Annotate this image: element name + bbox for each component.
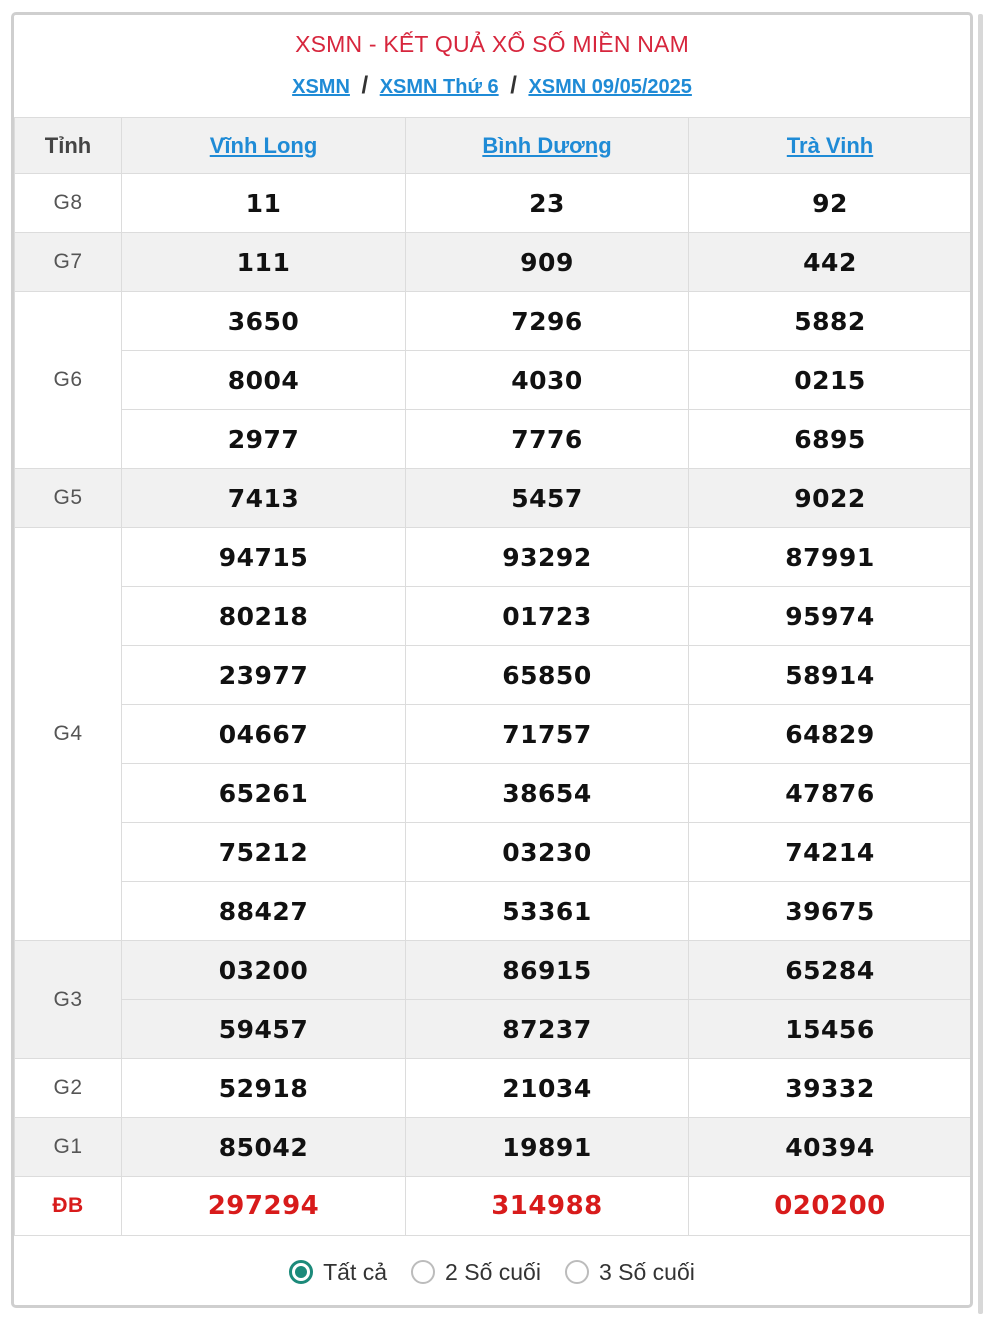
prize-number: 03230 (406, 823, 689, 882)
prize-number: 19891 (406, 1118, 689, 1177)
digit-filter (14, 1236, 970, 1308)
results-body (15, 174, 972, 1236)
results-card (11, 12, 973, 1308)
prize-number: 40394 (689, 1118, 972, 1177)
prize-label: G8 (15, 174, 122, 233)
prize-number: 7296 (406, 292, 689, 351)
prize-number: 5882 (689, 292, 972, 351)
table-header-row (15, 118, 972, 174)
prize-number: 88427 (122, 882, 406, 941)
prize-label: G5 (15, 469, 122, 528)
prize-number: 23977 (122, 646, 406, 705)
prize-row (15, 469, 972, 528)
prize-row (15, 823, 972, 882)
special-prize-number: 297294 (122, 1177, 406, 1236)
prize-row (15, 1000, 972, 1059)
prize-label: G3 (15, 941, 122, 1059)
prize-number: 47876 (689, 764, 972, 823)
prize-number: 111 (122, 233, 406, 292)
scrollbar[interactable] (978, 14, 983, 1314)
province-link-tra-vinh[interactable]: Trà Vinh (786, 132, 874, 158)
breadcrumb-separator: / (510, 72, 517, 99)
prize-number: 65850 (406, 646, 689, 705)
prize-row (15, 410, 972, 469)
radio-icon[interactable] (411, 1260, 435, 1284)
prize-number: 11 (122, 174, 406, 233)
filter-label: Tất cả (323, 1258, 388, 1285)
prize-number: 65261 (122, 764, 406, 823)
prize-number: 15456 (689, 1000, 972, 1059)
prize-row (15, 941, 972, 1000)
prize-number: 39675 (689, 882, 972, 941)
prize-number: 53361 (406, 882, 689, 941)
prize-number: 909 (406, 233, 689, 292)
prize-label: G7 (15, 233, 122, 292)
prize-number: 64829 (689, 705, 972, 764)
prize-number: 21034 (406, 1059, 689, 1118)
prize-number: 2977 (122, 410, 406, 469)
prize-number: 87237 (406, 1000, 689, 1059)
prize-number: 0215 (689, 351, 972, 410)
prize-number: 58914 (689, 646, 972, 705)
prize-label: G6 (15, 292, 122, 469)
breadcrumb-separator: / (361, 72, 369, 99)
results-header (14, 15, 970, 117)
province-header (406, 118, 689, 174)
prize-label: G1 (15, 1118, 122, 1177)
province-link-vinh-long[interactable]: Vĩnh Long (209, 132, 318, 158)
prize-row (15, 1177, 972, 1236)
prize-label: ĐB (15, 1177, 122, 1236)
prize-number: 71757 (406, 705, 689, 764)
prize-number: 03200 (122, 941, 406, 1000)
prize-row (15, 705, 972, 764)
prize-label: G4 (15, 528, 122, 941)
results-table (14, 117, 972, 1236)
prize-number: 39332 (689, 1059, 972, 1118)
breadcrumb (14, 72, 970, 100)
prize-number: 6895 (689, 410, 972, 469)
filter-all[interactable] (289, 1259, 387, 1286)
prize-number: 65284 (689, 941, 972, 1000)
prize-number: 01723 (406, 587, 689, 646)
prize-row (15, 1059, 972, 1118)
prize-number: 87991 (689, 528, 972, 587)
filter-label: 3 Số cuối (598, 1258, 695, 1285)
prize-number: 74214 (689, 823, 972, 882)
prize-number: 3650 (122, 292, 406, 351)
prize-row (15, 882, 972, 941)
prize-row (15, 292, 972, 351)
prize-number: 23 (406, 174, 689, 233)
prize-row (15, 587, 972, 646)
province-header (689, 118, 972, 174)
prize-row (15, 528, 972, 587)
province-header (122, 118, 406, 174)
prize-row (15, 351, 972, 410)
province-link-binh-duong[interactable]: Bình Dương (482, 132, 612, 158)
prize-number: 7776 (406, 410, 689, 469)
prize-number: 04667 (122, 705, 406, 764)
prize-row (15, 764, 972, 823)
prize-number: 5457 (406, 469, 689, 528)
prize-label: G2 (15, 1059, 122, 1118)
prize-row (15, 646, 972, 705)
prize-number: 94715 (122, 528, 406, 587)
prize-number: 95974 (689, 587, 972, 646)
filter-last-3[interactable] (565, 1259, 695, 1286)
prize-row (15, 233, 972, 292)
prize-number: 4030 (406, 351, 689, 410)
special-prize-number: 020200 (689, 1177, 972, 1236)
special-prize-number: 314988 (406, 1177, 689, 1236)
prize-row (15, 1118, 972, 1177)
prize-number: 80218 (122, 587, 406, 646)
prize-row (15, 174, 972, 233)
radio-icon[interactable] (565, 1260, 589, 1284)
prize-number: 38654 (406, 764, 689, 823)
filter-last-2[interactable] (411, 1259, 541, 1286)
radio-checked-icon[interactable] (289, 1260, 313, 1284)
prize-number: 8004 (122, 351, 406, 410)
prize-number: 93292 (406, 528, 689, 587)
prize-number: 59457 (122, 1000, 406, 1059)
prize-number: 7413 (122, 469, 406, 528)
page-title: XSMN - KẾT QUẢ XỔ SỐ MIỀN NAM (295, 31, 689, 57)
prize-number: 85042 (122, 1118, 406, 1177)
prize-number: 9022 (689, 469, 972, 528)
province-column-header: Tỉnh (15, 118, 122, 174)
breadcrumb-xsmn-date[interactable]: XSMN 09/05/2025 (528, 76, 692, 98)
prize-number: 75212 (122, 823, 406, 882)
breadcrumb-xsmn-thu-6[interactable]: XSMN Thứ 6 (379, 76, 499, 98)
prize-number: 86915 (406, 941, 689, 1000)
prize-number: 442 (689, 233, 972, 292)
filter-label: 2 Số cuối (445, 1258, 541, 1285)
breadcrumb-xsmn[interactable]: XSMN (292, 76, 350, 98)
prize-number: 92 (689, 174, 972, 233)
prize-number: 52918 (122, 1059, 406, 1118)
